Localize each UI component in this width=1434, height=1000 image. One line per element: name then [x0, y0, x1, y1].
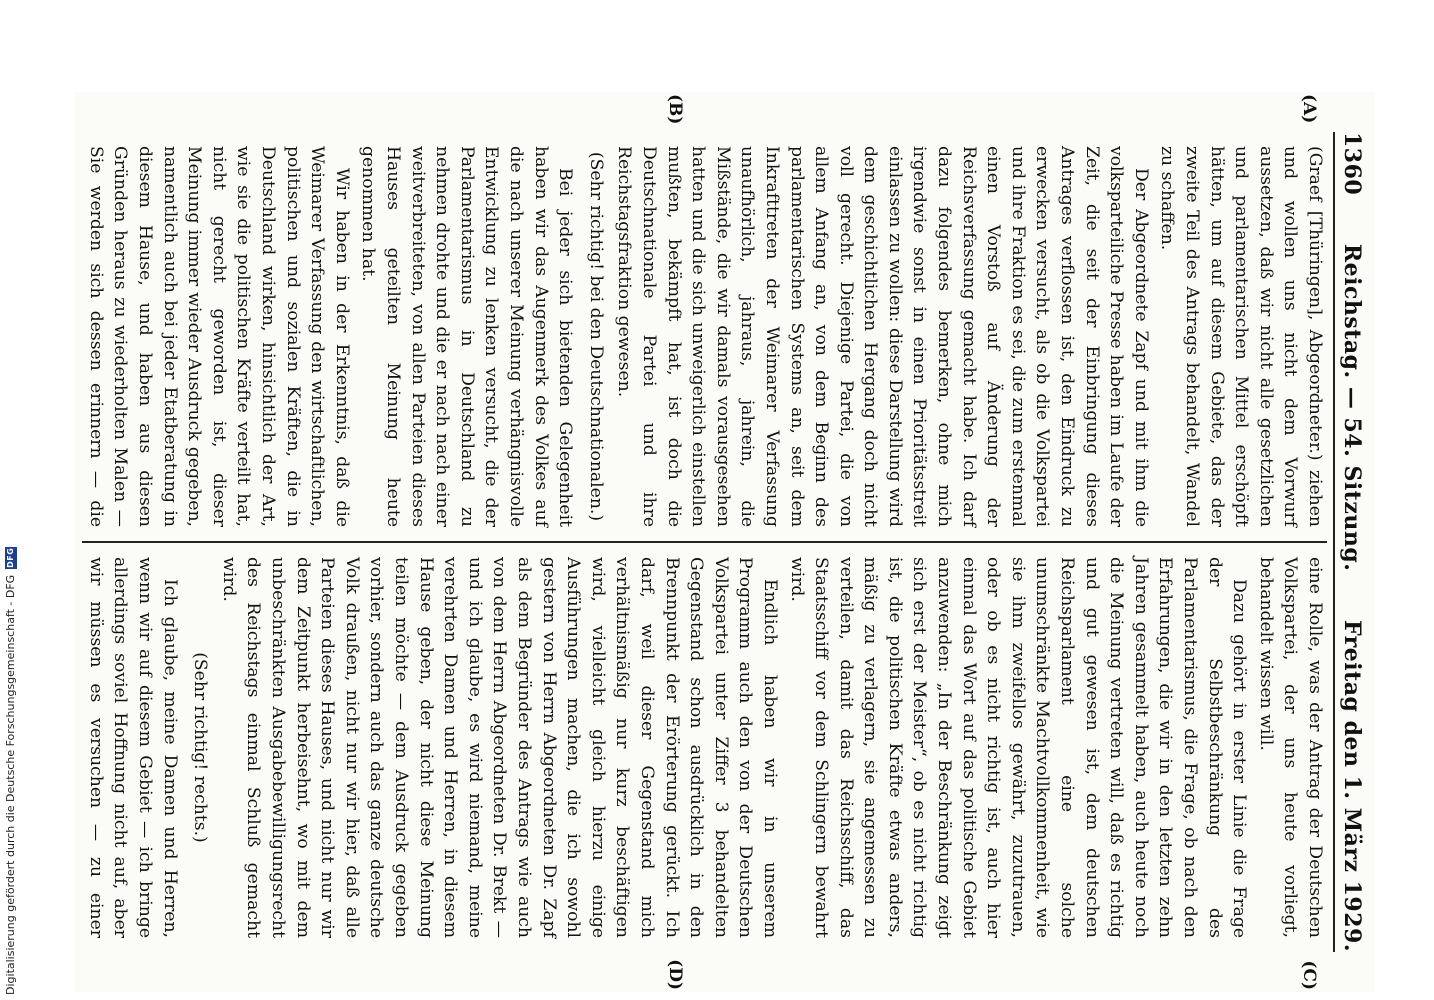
paragraph: (Graef [Thüringen], Abgeordneter.) ziehen und wollen uns nicht dem Vorwurf aussetzen, daß wir nicht alle gesetzlichen und parlamentarischen Mittel erschöpft hätten, um auf diesem Gebiete, das der zweite Teil des Antrags behandelt, Wandel zu schaffen. [1157, 146, 1325, 527]
paragraph: Ich glaube, meine Damen und Herren, wenn wir auf diesem Gebiet — ich bringe allerdings soviel Hoffnung nicht auf, aber wir müssen es versuchen — zu einer [85, 557, 180, 938]
page-number: 1360 [1339, 132, 1365, 196]
paragraph: Bei jeder sich bietenden Gelegenheit haben wir das Augenmerk des Volkes auf die nach unserer Meinung verhängnisvolle Entwicklung zu lenken versucht, die der Parlamentarismus in Deutschland zu nehmen drohte und die er nach nach einer weitverbreiteten, von allen Parteien dieses Hauses geteilten Meinung heute genommen hat. [358, 146, 576, 527]
page-header [1333, 132, 1365, 952]
interjection: (Sehr richtig! rechts.) [190, 652, 211, 843]
margin-mark-a: (A) [1299, 94, 1319, 124]
paragraph: Endlich haben wir in unserem Programm auch den von der Deutschen Volkspartei unter Ziffer 3 behandelten Gegenstand schon ausdrücklich in den Brennpunkt der Erörterung gerückt. Ich darf, weil dieser Gegenstand mich verhältnismäßig nur kurz beschäftigen wird, vielleicht gleich hierzu einige Ausführungen machen, die ich sowohl gestern von Herrn Abgeordneten Dr. Zapf als dem Begründer des Antrags wie auch von dem Herrn Abgeordneten Dr. Brekt — und ich glaube, es wird niemand, meine verehrten Damen und Herren, in diesem Hause geben, der nicht diese Meinung teilen möchte — dem Ausdruck gegeben vorhier, sondern auch das ganze deutsche Volk draußen, nicht nur wir hier, daß alle Parteien dieses Hauses, und nicht nur wir dem Zeitpunkt herbeisehnt, wo mit dem unbeschränkten Ausgabebewilligungsrecht des Reichstags einmal Schluß gemacht wird. [218, 557, 780, 938]
paragraph: eine Rolle, was der Antrag der Deutschen Volkspartei, der uns heute vorliegt, behandelt wissen will. [1255, 557, 1325, 938]
paragraph: Der Abgeordnete Zapf und mit ihm die volksparteiliche Presse haben im Laufe der Zeit, die seit der Einbringung dieses Antrages verflossen ist, den Eindruck zu erwecken versucht, als ob die Volkspartei und ihre Fraktion es sei, die zum erstenmal einen Vorstoß auf Änderung der Reichsverfassung gemacht habe. Ich darf dazu folgendes bemerken, ohne mich irgendwie sonst in einen Prioritätsstreit einlassen zu wollen: diese Darstellung wird dem geschichtlichen Hergang doch nicht voll gerecht. Diejenige Partei, die von allem Anfang an, von dem Beginn des parlamentarischen Systems an, seit dem Inkrafttreten der Weimarer Verfassung unaufhörlich, jahraus, jahrein, die Mißstände, die wir damals vorausgesehen hatten und die sich unweigerlich einstellen mußten, bekämpft hat, ist doch die Deutschnationale Partei und ihre Reichstagsfraktion gewesen. [614, 146, 1151, 527]
session-date: Freitag den 1. März 1929. [1339, 619, 1365, 952]
scanned-page [75, 92, 1375, 992]
margin-mark-d: (D) [665, 959, 685, 990]
margin-mark-c: (C) [1299, 960, 1319, 990]
margin-mark-b: (B) [665, 94, 685, 125]
paragraph: Dazu gehört in erster Linie die Frage der Selbstbeschränkung des Parlamentarismus, die Frage, ob nach den Erfahrungen, die wir in den letzten zehn Jahren gesammelt haben, auch heute noch die Meinung vertreten will, daß es richtig und gut gewesen ist, dem deutschen Reichsparlament eine solche unumschränkte Machtvollkommenheit, wie sie ihm zweifellos gewährt, zuzutrauen, oder ob es nicht richtig ist, auch hier einmal das Wort auf das politische Gebiet anzuwenden: „In der Beschränkung zeigt sich erst der Meister“, ob es nicht richtig ist, die politischen Kräfte etwas anders, mäßig zu verlagern, sie angemessen zu verteilen, damit das Reichsschiff, das Staatsschiff vor dem Schlingern bewahrt wird. [786, 557, 1250, 938]
dfg-logo-icon: DFG [5, 547, 15, 568]
interjection: (Sehr richtig! bei den Deutschnationalen.) [585, 151, 606, 522]
funding-text: Digitalisierung gefördert durch die Deutsche Forschungsgemeinschaft - DFG [4, 574, 17, 995]
funding-note [4, 0, 17, 995]
text-columns [82, 132, 1327, 952]
session-title: Reichstag. — 54. Sitzung. [1339, 243, 1365, 572]
left-column [82, 132, 1327, 541]
right-column [82, 543, 1327, 952]
paragraph: Wir haben in der Erkenntnis, daß die Weimarer Verfassung den wirtschaftlichen, politischen und sozialen Kräften, die in Deutschland wirken, hinsichtlich der Art, wie sie die politischen Kräfte verteilt hat, nicht gerecht geworden ist, dieser Meinung immer wieder Ausdruck gegeben, namentlich auch bei jeder Etatberatung in diesem Hause, und haben aus diesen Gründen heraus zu wiederholten Malen — Sie werden sich dessen erinnern — die [85, 146, 352, 527]
